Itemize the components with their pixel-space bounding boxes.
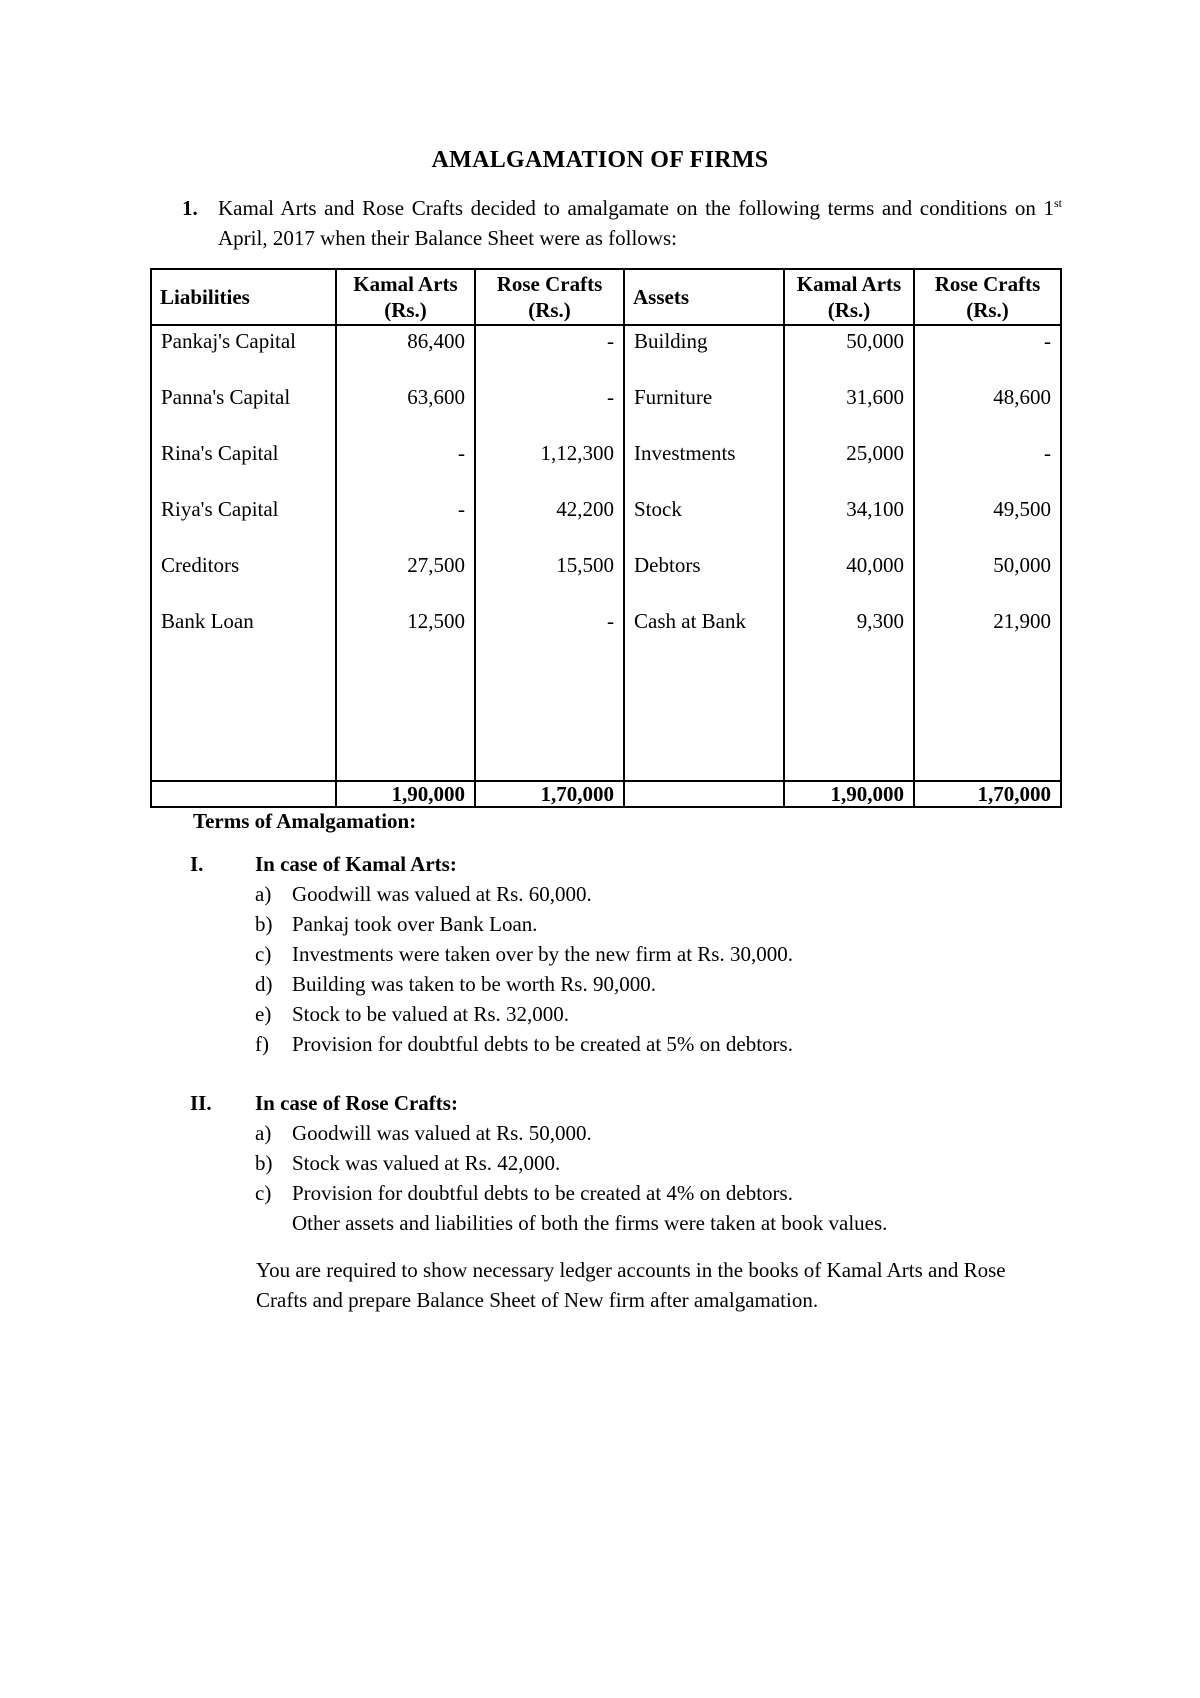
table-row xyxy=(151,606,1061,662)
item-text: Goodwill was valued at Rs. 50,000. xyxy=(292,1121,592,1145)
section-title: In case of Rose Crafts: xyxy=(255,1091,458,1115)
liability-rose-value: 1,12,300 xyxy=(475,438,624,494)
asset-kamal-value: 25,000 xyxy=(784,438,914,494)
page-title: AMALGAMATION OF FIRMS xyxy=(431,147,769,173)
list-item xyxy=(190,1178,1090,1208)
asset-name: Stock xyxy=(624,494,784,550)
list-item xyxy=(190,969,1090,999)
item-text: Goodwill was valued at Rs. 60,000. xyxy=(292,882,592,906)
total-assets-kamal: 1,90,000 xyxy=(784,781,914,807)
list-item xyxy=(190,879,1090,909)
asset-rose-value: 49,500 xyxy=(914,494,1061,550)
balance-sheet-table xyxy=(150,268,1062,808)
item-text: Building was taken to be worth Rs. 90,000. xyxy=(292,972,656,996)
section-numeral: II. xyxy=(190,1091,212,1115)
item-text: Provision for doubtful debts to be created at 4% on debtors. xyxy=(292,1181,793,1205)
table-header-row xyxy=(151,269,1061,325)
item-letter: a) xyxy=(255,882,272,906)
header-assets: Assets xyxy=(624,269,784,325)
liability-kamal-value: 27,500 xyxy=(336,550,475,606)
header-kamal-arts-assets: Kamal Arts (Rs.) xyxy=(784,269,914,325)
section-heading xyxy=(190,849,1090,879)
total-assets-rose: 1,70,000 xyxy=(914,781,1061,807)
ordinal-superscript: st xyxy=(1053,196,1062,210)
table-row xyxy=(151,438,1061,494)
liability-kamal-value: - xyxy=(336,494,475,550)
section-heading xyxy=(190,1088,1090,1118)
table-row xyxy=(151,325,1061,382)
item-letter: d) xyxy=(255,972,273,996)
asset-rose-value: - xyxy=(914,438,1061,494)
item-letter: b) xyxy=(255,912,273,936)
table-blank-row xyxy=(151,662,1061,781)
question-1 xyxy=(182,193,1062,253)
liability-kamal-value: 86,400 xyxy=(336,325,475,382)
question-number: 1. xyxy=(182,196,198,220)
liability-name: Pankaj's Capital xyxy=(151,325,336,382)
item-letter: a) xyxy=(255,1121,272,1145)
list-item xyxy=(190,1148,1090,1178)
liability-rose-value: - xyxy=(475,606,624,662)
totals-assets-label xyxy=(624,781,784,807)
header-liabilities: Liabilities xyxy=(151,269,336,325)
liability-rose-value: - xyxy=(475,382,624,438)
table-row xyxy=(151,494,1061,550)
totals-liabilities-label xyxy=(151,781,336,807)
asset-kamal-value: 34,100 xyxy=(784,494,914,550)
question-text xyxy=(218,193,1062,253)
liability-name: Riya's Capital xyxy=(151,494,336,550)
asset-kamal-value: 40,000 xyxy=(784,550,914,606)
asset-rose-value: - xyxy=(914,325,1061,382)
asset-name: Furniture xyxy=(624,382,784,438)
liability-rose-value: - xyxy=(475,325,624,382)
terms-heading: Terms of Amalgamation: xyxy=(193,809,417,833)
liability-kamal-value: 12,500 xyxy=(336,606,475,662)
item-letter: f) xyxy=(255,1032,269,1056)
liability-rose-value: 15,500 xyxy=(475,550,624,606)
list-item xyxy=(190,999,1090,1029)
header-rose-crafts-assets: Rose Crafts (Rs.) xyxy=(914,269,1061,325)
question-text-part-2: April, 2017 when their Balance Sheet were as follows: xyxy=(218,226,677,250)
asset-kamal-value: 9,300 xyxy=(784,606,914,662)
table-row xyxy=(151,382,1061,438)
item-text: Investments were taken over by the new firm at Rs. 30,000. xyxy=(292,942,793,966)
total-liabilities-kamal: 1,90,000 xyxy=(336,781,475,807)
item-letter: e) xyxy=(255,1002,272,1026)
list-item xyxy=(190,1029,1090,1059)
section-kamal-arts xyxy=(190,849,1090,1059)
liability-kamal-value: - xyxy=(336,438,475,494)
table-row xyxy=(151,550,1061,606)
item-letter: b) xyxy=(255,1151,273,1175)
asset-rose-value: 21,900 xyxy=(914,606,1061,662)
header-kamal-arts-liabilities: Kamal Arts (Rs.) xyxy=(336,269,475,325)
item-text: Stock to be valued at Rs. 32,000. xyxy=(292,1002,570,1026)
section-rose-crafts xyxy=(190,1088,1090,1238)
asset-name: Cash at Bank xyxy=(624,606,784,662)
total-liabilities-rose: 1,70,000 xyxy=(475,781,624,807)
liability-name: Rina's Capital xyxy=(151,438,336,494)
asset-name: Building xyxy=(624,325,784,382)
asset-rose-value: 48,600 xyxy=(914,382,1061,438)
totals-row xyxy=(151,781,1061,807)
list-item xyxy=(190,939,1090,969)
asset-rose-value: 50,000 xyxy=(914,550,1061,606)
asset-kamal-value: 31,600 xyxy=(784,382,914,438)
book-values-note: Other assets and liabilities of both the firms were taken at book values. xyxy=(292,1211,888,1235)
item-text: Provision for doubtful debts to be created at 5% on debtors. xyxy=(292,1032,793,1056)
liability-rose-value: 42,200 xyxy=(475,494,624,550)
instruction-paragraph: You are required to show necessary ledger accounts in the books of Kamal Arts and Rose Crafts and prepare Balance Sheet of New firm after amalgamation. xyxy=(256,1258,1006,1312)
question-text-part-1: Kamal Arts and Rose Crafts decided to amalgamate on the following terms and conditions on 1 xyxy=(218,196,1054,220)
liability-kamal-value: 63,600 xyxy=(336,382,475,438)
asset-kamal-value: 50,000 xyxy=(784,325,914,382)
liability-name: Creditors xyxy=(151,550,336,606)
header-rose-crafts-liabilities: Rose Crafts (Rs.) xyxy=(475,269,624,325)
list-item xyxy=(190,909,1090,939)
item-letter: c) xyxy=(255,1181,272,1205)
item-text: Stock was valued at Rs. 42,000. xyxy=(292,1151,561,1175)
liability-name: Bank Loan xyxy=(151,606,336,662)
liability-name: Panna's Capital xyxy=(151,382,336,438)
item-text: Pankaj took over Bank Loan. xyxy=(292,912,538,936)
section-title: In case of Kamal Arts: xyxy=(255,852,457,876)
section-numeral: I. xyxy=(190,852,204,876)
list-item xyxy=(190,1118,1090,1148)
asset-name: Debtors xyxy=(624,550,784,606)
item-letter: c) xyxy=(255,942,272,966)
asset-name: Investments xyxy=(624,438,784,494)
